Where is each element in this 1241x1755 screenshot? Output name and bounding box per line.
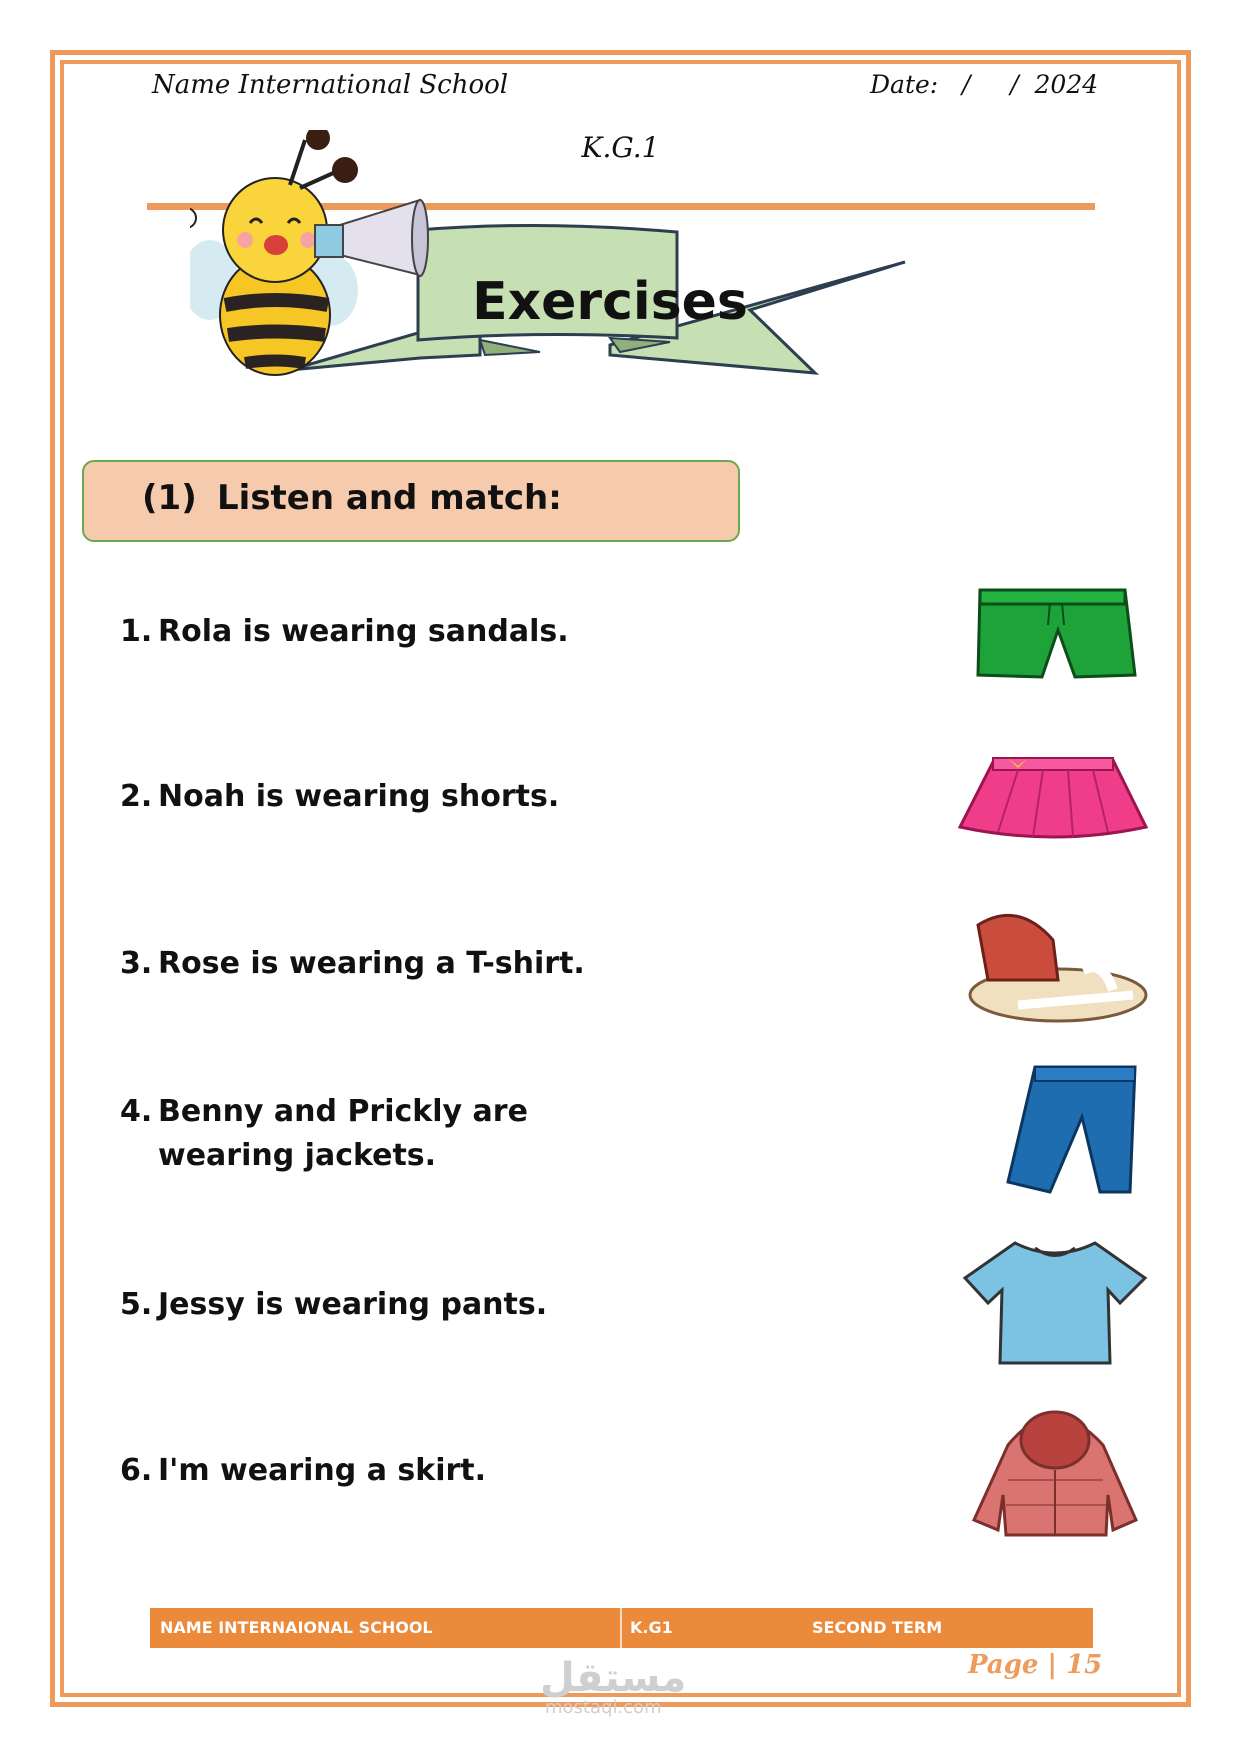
tshirt-icon <box>960 1238 1150 1368</box>
bee-mascot-icon <box>190 130 428 375</box>
footer-grade: K.G1 <box>630 1618 673 1637</box>
item-number: 1. <box>120 614 153 649</box>
item-number: 6. <box>120 1453 153 1488</box>
list-item <box>120 1449 680 1493</box>
list-item <box>120 610 680 654</box>
section-header <box>82 460 740 542</box>
jacket-icon <box>968 1400 1143 1540</box>
skirt-icon <box>958 752 1148 842</box>
pants-icon <box>1000 1062 1140 1202</box>
item-number: 3. <box>120 946 153 981</box>
date-field: Date: / / 2024 <box>870 70 1099 99</box>
item-number: 2. <box>120 779 153 814</box>
item-text: Jessy is wearing pants. <box>158 1287 548 1322</box>
banner-title: Exercises <box>472 272 748 332</box>
list-item <box>120 1090 680 1178</box>
watermark-site: mostaqi.com <box>545 1697 662 1718</box>
item-number: 5. <box>120 1287 153 1322</box>
shorts-icon <box>970 585 1140 685</box>
footer-divider <box>620 1608 622 1648</box>
list-item <box>120 942 680 986</box>
item-text: Benny and Prickly are wearing jackets. <box>158 1094 528 1173</box>
watermark-logo: مستقل <box>540 1655 687 1701</box>
item-text: Rola is wearing sandals. <box>158 614 569 649</box>
footer-school: NAME INTERNAIONAL SCHOOL <box>160 1618 433 1637</box>
list-item <box>120 775 680 819</box>
section-label: Listen and match: <box>217 478 562 518</box>
section-number: (1) <box>142 478 197 518</box>
page-number: Page | 15 <box>968 1650 1103 1680</box>
item-text: Noah is wearing shorts. <box>158 779 560 814</box>
grade-label: K.G.1 <box>581 131 660 164</box>
item-text: I'm wearing a skirt. <box>158 1453 487 1488</box>
footer-term: SECOND TERM <box>812 1618 943 1637</box>
school-name: Name International School <box>152 70 509 100</box>
sandals-icon <box>958 900 1148 1030</box>
item-text: Rose is wearing a T-shirt. <box>158 946 585 981</box>
list-item <box>120 1283 680 1327</box>
item-number: 4. <box>120 1094 153 1129</box>
